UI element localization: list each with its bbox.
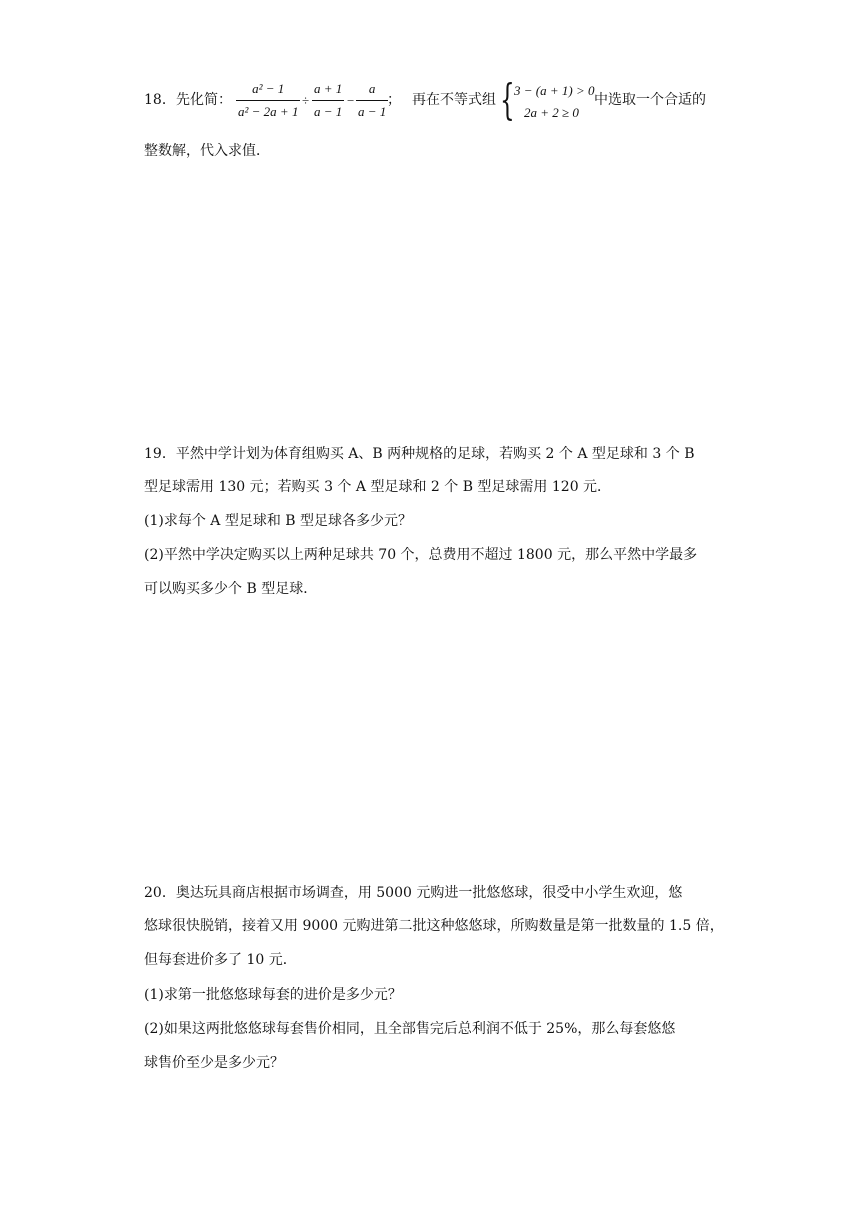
q18-fraction-3: [356, 80, 388, 121]
q18-separator: ；: [387, 92, 401, 108]
q18-fraction-1-numerator: a² − 1: [252, 81, 285, 96]
q19-part-2-line-1: (2)平然中学决定购买以上两种足球共 70 个，总费用不超过 1800 元，那么平然中学最多: [144, 547, 698, 563]
q18-fraction-2-denominator: a − 1: [314, 104, 343, 119]
q18-fraction-3-numerator: a: [368, 81, 376, 96]
q19-part-1: (1)求每个 A 型足球和 B 型足球各多少元？: [144, 513, 413, 529]
q18-fraction-1: [236, 80, 300, 121]
q19-line-1: 19．平然中学计划为体育组购买 A、B 两种规格的足球，若购买 2 个 A 型足球和 3 个 B: [144, 446, 695, 462]
q18-text-end: 中选取一个合适的: [594, 92, 706, 108]
q19-part-2-line-2: 可以购买多少个 B 型足球．: [144, 581, 318, 597]
q18-system-brace: {: [500, 75, 515, 124]
q18-inequality-1: 3 − (a + 1) > 0: [514, 83, 595, 98]
q18-number: 18．: [144, 92, 176, 108]
q18-fraction-2-numerator: a + 1: [314, 81, 343, 96]
q20-part-1: (1)求第一批悠悠球每套的进价是多少元？: [144, 987, 402, 1003]
q18-fraction-3-denominator: a − 1: [358, 104, 387, 119]
q20-part-2-line-2: 球售价至少是多少元？: [144, 1055, 284, 1071]
q18-inequality-system: [514, 80, 594, 124]
q20-part-2-line-1: (2)如果这两批悠悠球每套售价相同，且全部售完后总利润不低于 25%，那么每套悠悠: [144, 1021, 676, 1037]
q18-fraction-1-denominator: a² − 2a + 1: [238, 104, 299, 119]
q18-minus-sign: −: [347, 93, 355, 108]
q18-line-2: 整数解，代入求值．: [144, 143, 270, 159]
q18-text-mid: 再在不等式组: [412, 92, 496, 108]
q18-divide-sign: ÷: [302, 93, 310, 108]
question-18: [144, 75, 744, 124]
q18-inequality-2: 2a + 2 ≥ 0: [524, 105, 579, 120]
q20-line-1: 20．奥达玩具商店根据市场调查，用 5000 元购进一批悠悠球，很受中小学生欢迎，悠: [144, 885, 683, 901]
q20-line-3: 但每套进价多了 10 元．: [144, 952, 297, 968]
q19-line-2: 型足球需用 130 元；若购买 3 个 A 型足球和 2 个 B 型足球需用 120 元．: [144, 479, 612, 495]
q18-fraction-2: [312, 80, 344, 121]
q18-simplify-label: 先化简：: [176, 92, 232, 108]
q20-line-2: 悠球很快脱销，接着又用 9000 元购进第二批这种悠悠球，所购数量是第一批数量的 1.5 倍，: [144, 918, 724, 934]
